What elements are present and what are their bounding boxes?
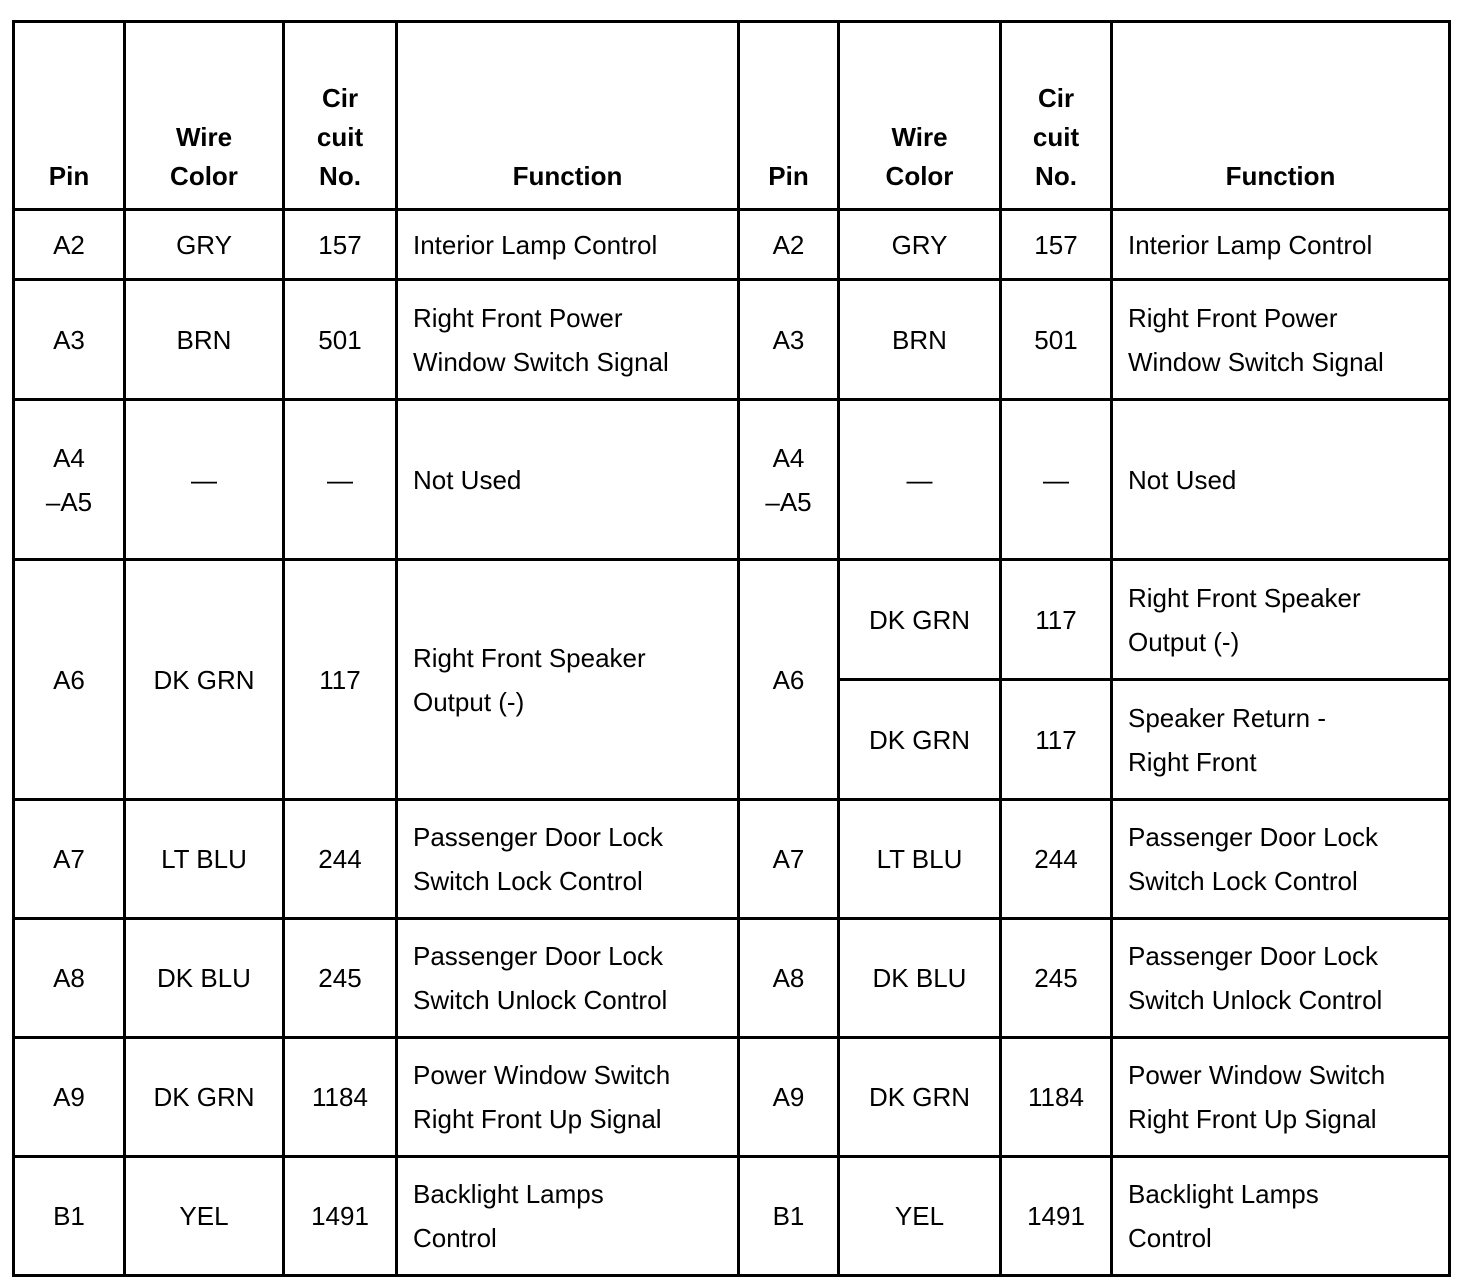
table-row <box>14 280 1450 400</box>
function-cell: Power Window Switch Right Front Up Signal <box>1112 1038 1450 1157</box>
function-cell: Interior Lamp Control <box>1112 210 1450 280</box>
table-row <box>14 210 1450 280</box>
wire-color-cell: BRN <box>839 280 1001 400</box>
header-pin-left: Pin <box>14 22 125 210</box>
function-cell: Not Used <box>397 400 739 560</box>
circuit-no-cell: 501 <box>1001 280 1112 400</box>
function-cell: Backlight Lamps Control <box>397 1157 739 1276</box>
function-cell: Passenger Door Lock Switch Lock Control <box>1112 800 1450 919</box>
table-row <box>14 560 1450 680</box>
circuit-no-cell: 1184 <box>284 1038 397 1157</box>
connector-pinout-table <box>12 20 1451 1277</box>
wire-color-cell: BRN <box>125 280 284 400</box>
circuit-no-cell: — <box>1001 400 1112 560</box>
table-row <box>14 919 1450 1038</box>
wire-color-cell: — <box>839 400 1001 560</box>
function-cell: Backlight Lamps Control <box>1112 1157 1450 1276</box>
pin-cell: A3 <box>739 280 839 400</box>
pin-cell: A6 <box>739 560 839 800</box>
header-wire-color-right: Wire Color <box>839 22 1001 210</box>
circuit-no-cell: 245 <box>1001 919 1112 1038</box>
wire-color-cell: DK GRN <box>839 680 1001 800</box>
table-row <box>14 1157 1450 1276</box>
pin-cell: A7 <box>14 800 125 919</box>
wire-color-cell: LT BLU <box>125 800 284 919</box>
wire-color-cell: DK BLU <box>839 919 1001 1038</box>
pin-cell: A8 <box>739 919 839 1038</box>
wire-color-cell: GRY <box>839 210 1001 280</box>
function-cell: Passenger Door Lock Switch Unlock Control <box>397 919 739 1038</box>
table-row <box>14 1038 1450 1157</box>
circuit-no-cell: 117 <box>1001 560 1112 680</box>
function-cell: Right Front Power Window Switch Signal <box>397 280 739 400</box>
header-row <box>14 22 1450 210</box>
circuit-no-cell: 157 <box>1001 210 1112 280</box>
function-cell: Right Front Speaker Output (-) <box>397 560 739 800</box>
wire-color-cell: DK BLU <box>125 919 284 1038</box>
function-cell: Speaker Return - Right Front <box>1112 680 1450 800</box>
pin-cell: A9 <box>14 1038 125 1157</box>
header-circuit-no-left: Cir cuit No. <box>284 22 397 210</box>
pin-cell: A4 –A5 <box>739 400 839 560</box>
pin-cell: A9 <box>739 1038 839 1157</box>
circuit-no-cell: 1184 <box>1001 1038 1112 1157</box>
circuit-no-cell: 501 <box>284 280 397 400</box>
wire-color-cell: YEL <box>839 1157 1001 1276</box>
pin-cell: B1 <box>739 1157 839 1276</box>
pin-cell: A6 <box>14 560 125 800</box>
wire-color-cell: DK GRN <box>839 1038 1001 1157</box>
pin-cell: A7 <box>739 800 839 919</box>
header-pin-right: Pin <box>739 22 839 210</box>
table-row <box>14 400 1450 560</box>
pin-cell: A8 <box>14 919 125 1038</box>
wire-color-cell: DK GRN <box>839 560 1001 680</box>
pin-cell: A2 <box>14 210 125 280</box>
header-wire-color-left: Wire Color <box>125 22 284 210</box>
circuit-no-cell: 157 <box>284 210 397 280</box>
function-cell: Interior Lamp Control <box>397 210 739 280</box>
circuit-no-cell: 117 <box>1001 680 1112 800</box>
function-cell: Not Used <box>1112 400 1450 560</box>
wire-color-cell: YEL <box>125 1157 284 1276</box>
circuit-no-cell: 1491 <box>1001 1157 1112 1276</box>
function-cell: Power Window Switch Right Front Up Signal <box>397 1038 739 1157</box>
wire-color-cell: GRY <box>125 210 284 280</box>
circuit-no-cell: — <box>284 400 397 560</box>
header-function-right: Function <box>1112 22 1450 210</box>
circuit-no-cell: 1491 <box>284 1157 397 1276</box>
function-cell: Right Front Power Window Switch Signal <box>1112 280 1450 400</box>
pin-cell: B1 <box>14 1157 125 1276</box>
wire-color-cell: DK GRN <box>125 1038 284 1157</box>
pin-cell: A4 –A5 <box>14 400 125 560</box>
circuit-no-cell: 244 <box>284 800 397 919</box>
function-cell: Passenger Door Lock Switch Lock Control <box>397 800 739 919</box>
function-cell: Passenger Door Lock Switch Unlock Control <box>1112 919 1450 1038</box>
wire-color-cell: LT BLU <box>839 800 1001 919</box>
circuit-no-cell: 245 <box>284 919 397 1038</box>
pin-cell: A2 <box>739 210 839 280</box>
wire-color-cell: — <box>125 400 284 560</box>
header-circuit-no-right: Cir cuit No. <box>1001 22 1112 210</box>
header-function-left: Function <box>397 22 739 210</box>
function-cell: Right Front Speaker Output (-) <box>1112 560 1450 680</box>
circuit-no-cell: 244 <box>1001 800 1112 919</box>
wire-color-cell: DK GRN <box>125 560 284 800</box>
pin-cell: A3 <box>14 280 125 400</box>
table-row <box>14 800 1450 919</box>
circuit-no-cell: 117 <box>284 560 397 800</box>
